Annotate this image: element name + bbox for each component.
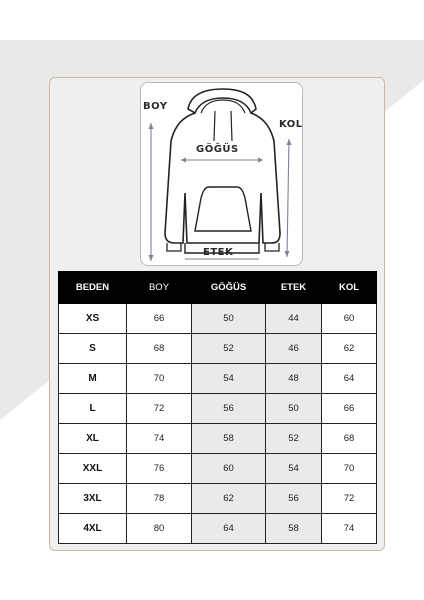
- hem-cell: 44: [266, 304, 322, 334]
- sleeve-cell: 62: [322, 334, 377, 364]
- chest-cell: 52: [192, 334, 266, 364]
- sleeve-cell: 74: [322, 514, 377, 544]
- table-row: [59, 364, 377, 394]
- size-cell: XXL: [59, 454, 127, 484]
- size-cell: 4XL: [59, 514, 127, 544]
- table-header-row: [59, 272, 377, 304]
- sleeve-cell: 60: [322, 304, 377, 334]
- size-cell: XS: [59, 304, 127, 334]
- chest-cell: 62: [192, 484, 266, 514]
- length-cell: 70: [127, 364, 192, 394]
- length-cell: 72: [127, 394, 192, 424]
- length-cell: 80: [127, 514, 192, 544]
- header-hem: ETEK: [266, 272, 322, 304]
- sleeve-cell: 70: [322, 454, 377, 484]
- table-row: [59, 514, 377, 544]
- length-label: BOY: [143, 101, 168, 112]
- length-cell: 76: [127, 454, 192, 484]
- sleeve-label: KOL: [279, 119, 303, 130]
- size-table: [58, 271, 377, 544]
- table-row: [59, 304, 377, 334]
- size-cell: L: [59, 394, 127, 424]
- chest-label: GÖĞÜS: [196, 144, 239, 155]
- header-size: BEDEN: [59, 272, 127, 304]
- table-row: [59, 424, 377, 454]
- length-cell: 68: [127, 334, 192, 364]
- hem-cell: 54: [266, 454, 322, 484]
- chest-cell: 58: [192, 424, 266, 454]
- chest-cell: 54: [192, 364, 266, 394]
- table-row: [59, 394, 377, 424]
- sleeve-cell: 66: [322, 394, 377, 424]
- hem-cell: 56: [266, 484, 322, 514]
- size-cell: XL: [59, 424, 127, 454]
- sleeve-cell: 64: [322, 364, 377, 394]
- length-cell: 66: [127, 304, 192, 334]
- hem-cell: 48: [266, 364, 322, 394]
- chest-cell: 64: [192, 514, 266, 544]
- hem-label: ETEK: [203, 247, 234, 258]
- hoodie-diagram: [140, 82, 303, 266]
- hem-cell: 58: [266, 514, 322, 544]
- table-row: [59, 334, 377, 364]
- sleeve-cell: 68: [322, 424, 377, 454]
- hem-cell: 50: [266, 394, 322, 424]
- header-length: BOY: [127, 272, 192, 304]
- size-cell: 3XL: [59, 484, 127, 514]
- chest-cell: 50: [192, 304, 266, 334]
- length-cell: 74: [127, 424, 192, 454]
- hem-cell: 52: [266, 424, 322, 454]
- table-row: [59, 484, 377, 514]
- length-cell: 78: [127, 484, 192, 514]
- hem-cell: 46: [266, 334, 322, 364]
- size-cell: M: [59, 364, 127, 394]
- header-sleeve: KOL: [322, 272, 377, 304]
- chest-cell: 60: [192, 454, 266, 484]
- chest-cell: 56: [192, 394, 266, 424]
- size-cell: S: [59, 334, 127, 364]
- header-chest: GÖĞÜS: [192, 272, 266, 304]
- sleeve-cell: 72: [322, 484, 377, 514]
- table-row: [59, 454, 377, 484]
